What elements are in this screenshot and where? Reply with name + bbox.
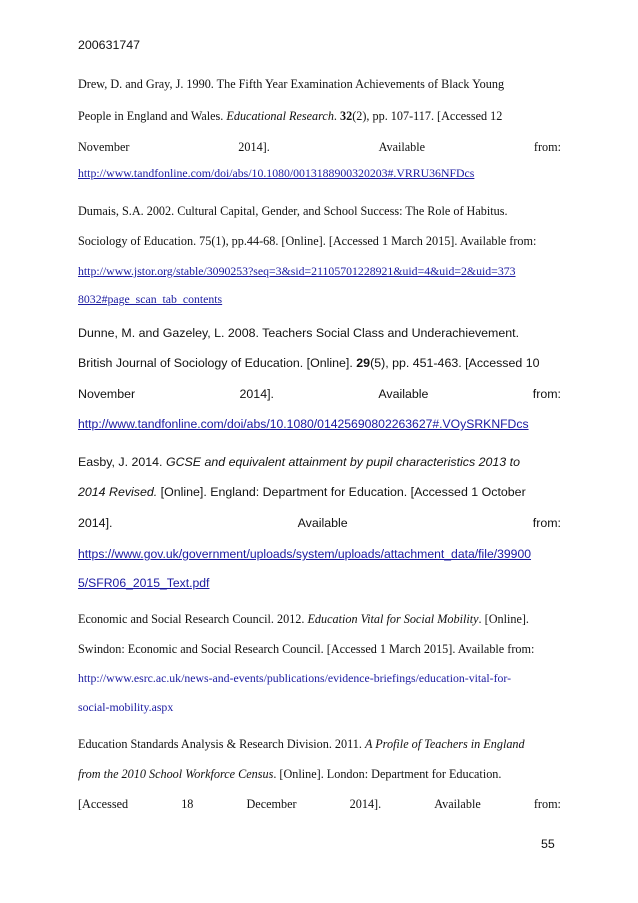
ref-drew-journal: Educational Research [226, 109, 334, 123]
ref-dumais-line2: Sociology of Education. 75(1), pp.44-68. [Online]. [Accessed 1 March 2015]. Available from: [78, 234, 537, 248]
page-number: 55 [541, 837, 555, 851]
ref-drew-url[interactable]: http://www.tandfonline.com/doi/abs/10.1080/0013188900320203#.VRRU36NFDcs [78, 166, 475, 180]
ref-drew-volume: 32 [340, 109, 353, 123]
ref-esard-title: A Profile of Teachers in England [364, 737, 525, 751]
ref-drew-line2: People in England and Wales. Educational Research. 32(2), pp. 107-117. [Accessed 12 [78, 109, 503, 123]
ref-esrc-line2: Swindon: Economic and Social Research Council. [Accessed 1 March 2015]. Available from: [78, 642, 535, 656]
document-id: 200631747 [78, 38, 141, 52]
ref-dunne-line3: November 2014]. Available from: [78, 387, 561, 401]
ref-dunne-line1: Dunne, M. and Gazeley, L. 2008. Teachers Social Class and Underachievement. [78, 326, 520, 340]
ref-esrc-url-1[interactable]: http://www.esrc.ac.uk/news-and-events/publications/evidence-briefings/education-vital-for- [78, 671, 512, 685]
ref-dumais-line1: Dumais, S.A. 2002. Cultural Capital, Gender, and School Success: The Role of Habitus. [78, 204, 508, 218]
ref-easby-title: GCSE and equivalent attainment by pupil characteristics 2013 to [165, 455, 520, 469]
ref-dunne-line2: British Journal of Sociology of Education. [Online]. 29(5), pp. 451-463. [Accessed 10 [78, 356, 540, 370]
ref-easby-url-1[interactable]: https://www.gov.uk/government/uploads/system/uploads/attachment_data/file/39900 [78, 547, 532, 561]
ref-drew-line1: Drew, D. and Gray, J. 1990. The Fifth Year Examination Achievements of Black Young [78, 77, 505, 91]
ref-dumais-url-2[interactable]: 8032#page_scan_tab_contents [78, 292, 223, 306]
ref-esrc-line1: Economic and Social Research Council. 2012. Education Vital for Social Mobility. [Online]. [78, 612, 529, 626]
ref-easby-url-2[interactable]: 5/SFR06_2015_Text.pdf [78, 576, 210, 590]
ref-esard-line1: Education Standards Analysis & Research Division. 2011. A Profile of Teachers in England [78, 737, 525, 751]
ref-dunne-volume: 29 [356, 356, 371, 370]
ref-esard-line2: from the 2010 School Workforce Census. [Online]. London: Department for Education. [78, 767, 502, 781]
ref-easby-line1: Easby, J. 2014. GCSE and equivalent attainment by pupil characteristics 2013 to [78, 455, 520, 469]
ref-easby-line2: 2014 Revised. [Online]. England: Department for Education. [Accessed 1 October [78, 485, 526, 499]
ref-easby-title-cont: 2014 Revised. [78, 485, 158, 499]
ref-esrc-url-2[interactable]: social-mobility.aspx [78, 700, 174, 714]
ref-easby-line3: 2014]. Available from: [78, 516, 561, 530]
ref-dumais-url-1[interactable]: http://www.jstor.org/stable/3090253?seq=3&sid=21105701228921&uid=4&uid=2&uid=373 [78, 264, 516, 278]
ref-esard-line3: [Accessed 18 December 2014]. Available from: [78, 797, 561, 811]
ref-esrc-title: Education Vital for Social Mobility [307, 612, 479, 626]
ref-esard-title-cont: from the 2010 School Workforce Census [78, 767, 274, 781]
ref-dunne-url[interactable]: http://www.tandfonline.com/doi/abs/10.1080/01425690802263627#.VOySRKNFDcs [78, 417, 529, 431]
ref-drew-line3: November 2014]. Available from: [78, 140, 561, 154]
